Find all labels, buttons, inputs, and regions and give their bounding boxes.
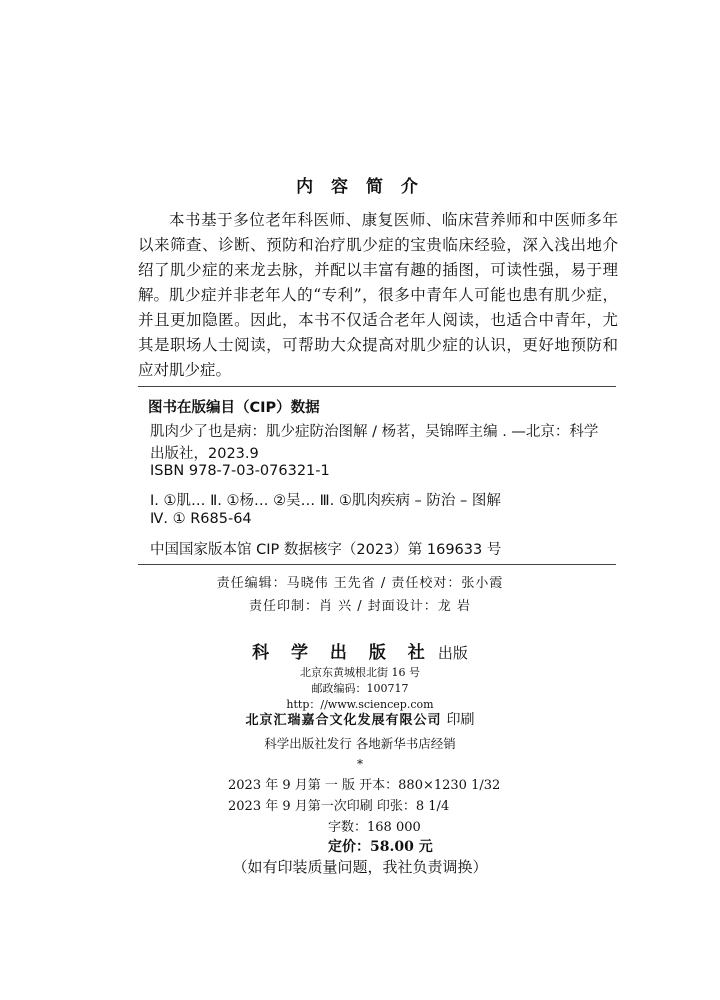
publisher-address: 北京东黄城根北街 16 号 (300, 666, 420, 679)
production-credits: 责任印制：肖 兴 / 封面设计：龙 岩 (249, 599, 471, 614)
cip-record-line-1: 肌肉少了也是病：肌少症防治图解 / 杨茗，吴锦晖主编 . —北京：科学 (150, 424, 599, 440)
cip-bottom-rule (138, 564, 616, 565)
summary-heading: 内 容 简 介 (296, 177, 424, 197)
printer-line (0, 709, 720, 729)
cip-classification-2: Ⅳ. ① R685-64 (150, 511, 252, 527)
publisher-postcode: 邮政编码：100717 (311, 682, 409, 695)
distribution-note: 科学出版社发行 各地新华书店经销 (264, 736, 456, 751)
printer-name: 北京汇瑞嘉合文化发展有限公司 (245, 713, 442, 728)
summary-paragraph-1: 本书基于多位老年科医师、康复医师、临床营养师和中医师多年以来筛查、诊断、预防和治疗肌少症的宝贵临床经验，深入浅出地介绍了肌少症的来龙去脉，并配以丰富有趣的插图，可读性强，易于理解。 (138, 211, 618, 304)
publisher-suffix: 出版 (437, 644, 468, 662)
quality-note: （如有印装质量问题，我社负责调换） (232, 858, 488, 876)
separator-star: * (357, 757, 363, 771)
printing-info: 2023 年 9 月第一次印刷 印张：8 1/4 (228, 799, 450, 814)
cip-title: 图书在版编目（CIP）数据 (148, 400, 320, 416)
cip-isbn: ISBN 978-7-03-076321-1 (150, 463, 330, 479)
cip-top-rule (138, 386, 616, 387)
edition-info: 2023 年 9 月第 一 版 开本：880×1230 1/32 (228, 778, 501, 793)
publisher-name: 科 学 出 版 社 (252, 643, 433, 663)
word-count: 字数：168 000 (328, 820, 421, 835)
summary-paragraph-2: 肌少症并非老年人的“专利”，很多中青年人可能也患有肌少症，并且更加隐匿。因此，本书不仅适合老年人阅读，也适合中青年，尤其是职场人士阅读，可帮助大众提高对肌少症的认识，更好地预防和应对肌少症。 (138, 286, 618, 379)
publisher-url: http：//www.sciencep.com (286, 698, 434, 711)
cip-classification-1: Ⅰ. ①肌… Ⅱ. ①杨… ②吴… Ⅲ. ①肌肉疾病 – 防治 – 图解 (150, 493, 501, 509)
editor-credits: 责任编辑：马晓伟 王先省 / 责任校对：张小霞 (216, 576, 504, 591)
price: 定价：58.00 元 (328, 839, 433, 855)
printer-suffix: 印刷 (446, 712, 475, 728)
cip-record-line-2: 出版社，2023.9 (150, 446, 259, 462)
publisher-line (0, 638, 720, 663)
cip-verification: 中国国家版本馆 CIP 数据核字（2023）第 169633 号 (150, 542, 502, 558)
